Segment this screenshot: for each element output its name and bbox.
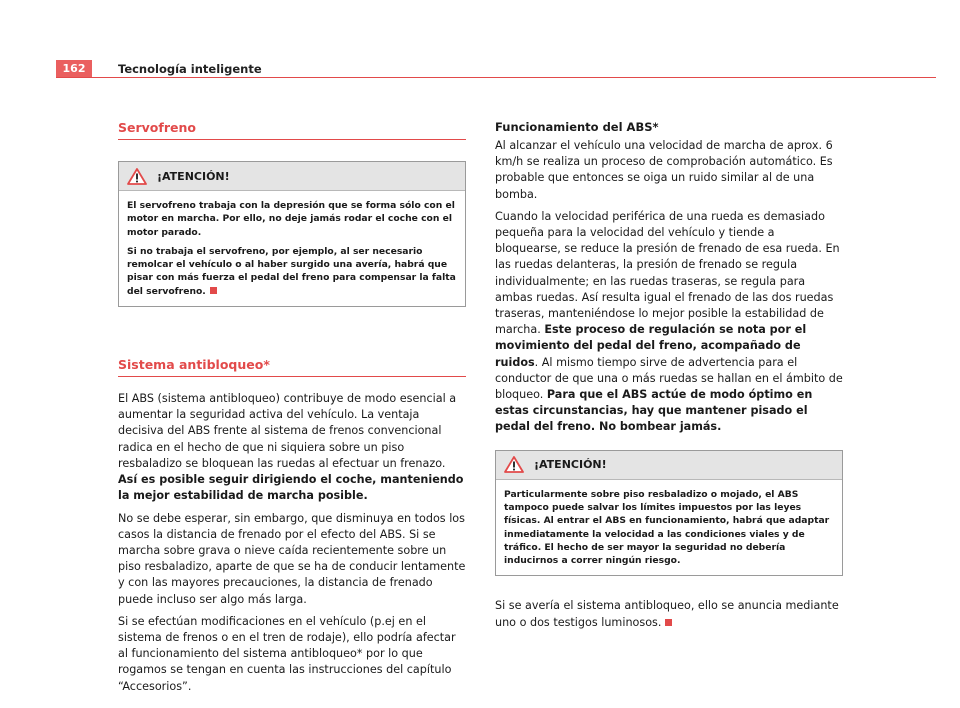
warning-body: [119, 191, 465, 306]
warning-box-abs: [495, 450, 843, 577]
section-title-servofreno: Servofreno: [118, 120, 466, 140]
section-end-marker: [665, 619, 672, 626]
section-end-marker: [210, 287, 217, 294]
header-divider: [56, 77, 936, 78]
section-title-abs: Sistema antibloqueo*: [118, 357, 466, 377]
body-paragraph: Si se avería el sistema antibloqueo, ello se anuncia mediante uno o dos testigos luminosos.: [495, 599, 839, 629]
body-paragraph: Cuando la velocidad periférica de una rueda es demasiado pequeña para la velocidad del vehículo y tiende a bloquearse, se reduce la presión de frenado de esa rueda. En las ruedas delanteras, la presión de frenado se regula individualmente; en las ruedas traseras, se regula para ambas ruedas. Así resulta igual el frenado de las dos ruedas traseras, manteniéndose lo mejor posible la estabilidad de marcha. Este proceso de regulación se nota por el movimiento del pedal del freno, acompañado de ruidos. Al mismo tiempo sirve de advertencia para el conductor de que una o más ruedas se hallan en el ámbito de bloqueo. Para que el ABS actúe de modo óptimo en estas circunstancias, hay que mantener pisado el pedal del freno. No bombear jamás.: [495, 209, 843, 434]
warning-text: Particularmente sobre piso resbaladizo o mojado, el ABS tampoco puede salvar los límites impuestos por las leyes físicas. Al entrar el ABS en funcionamiento, habrá que adaptar inmediatamente la velocidad a las condiciones viales y de tráfico. El hecho de ser mayor la seguridad no debería inducirnos a correr ningún riesgo.: [504, 488, 830, 567]
left-column: [118, 120, 466, 701]
chapter-title: Tecnología inteligente: [118, 62, 262, 76]
warning-box-servofreno: [118, 161, 466, 307]
warning-title: ¡ATENCIÓN!: [534, 458, 607, 472]
warning-text: Si no trabaja el servofreno, por ejemplo, al ser necesario remolcar el vehículo o al haber surgido una avería, habrá que pisar con más fuerza el pedal del freno para compensar la falta del servofreno.: [127, 245, 456, 297]
warning-header: [119, 162, 465, 191]
page-number: 162: [56, 60, 92, 78]
warning-triangle-icon: [127, 168, 147, 185]
warning-header: [496, 451, 842, 480]
body-paragraph: No se debe esperar, sin embargo, que disminuya en todos los casos la distancia de frenado por el efecto del ABS. Si se marcha sobre grava o nieve caída recientemente sobre un piso resbaladizo, aparte de que se ha de conducir lentamente y con las mayores precauciones, la distancia de frenado puede incluso ser algo más larga.: [118, 511, 466, 606]
subsection-title: Funcionamiento del ABS*: [495, 120, 659, 134]
body-paragraph: Al alcanzar el vehículo una velocidad de marcha de aprox. 6 km/h se realiza un proceso de comprobación automático. Es probable que entonces se oiga un ruido similar al de una bomba.: [495, 139, 833, 201]
body-paragraph: El ABS (sistema antibloqueo) contribuye de modo esencial a aumentar la seguridad activa del vehículo. La ventaja decisiva del ABS frente al sistema de frenos convencional radica en el hecho de que ni siquiera sobre un piso resbaladizo se bloquean las ruedas al efectuar un frenazo. Así es posible seguir dirigiendo el coche, manteniendo la mejor estabilidad de marcha posible.: [118, 392, 464, 503]
warning-body: [496, 480, 842, 576]
right-column: [495, 120, 843, 637]
warning-title: ¡ATENCIÓN!: [157, 169, 230, 183]
body-paragraph: Si se efectúan modificaciones en el vehículo (p.ej en el sistema de frenos o en el tren de rodaje), ello podría afectar al funcionamiento del sistema antibloqueo* por lo que rogamos se tengan en cuenta las instrucciones del capítulo “Accesorios”.: [118, 614, 456, 693]
warning-text: El servofreno trabaja con la depresión que se forma sólo con el motor en marcha. Por ello, no deje jamás rodar el coche con el motor parado.: [127, 200, 455, 238]
warning-triangle-icon: [504, 456, 524, 473]
page-header: [56, 60, 936, 78]
